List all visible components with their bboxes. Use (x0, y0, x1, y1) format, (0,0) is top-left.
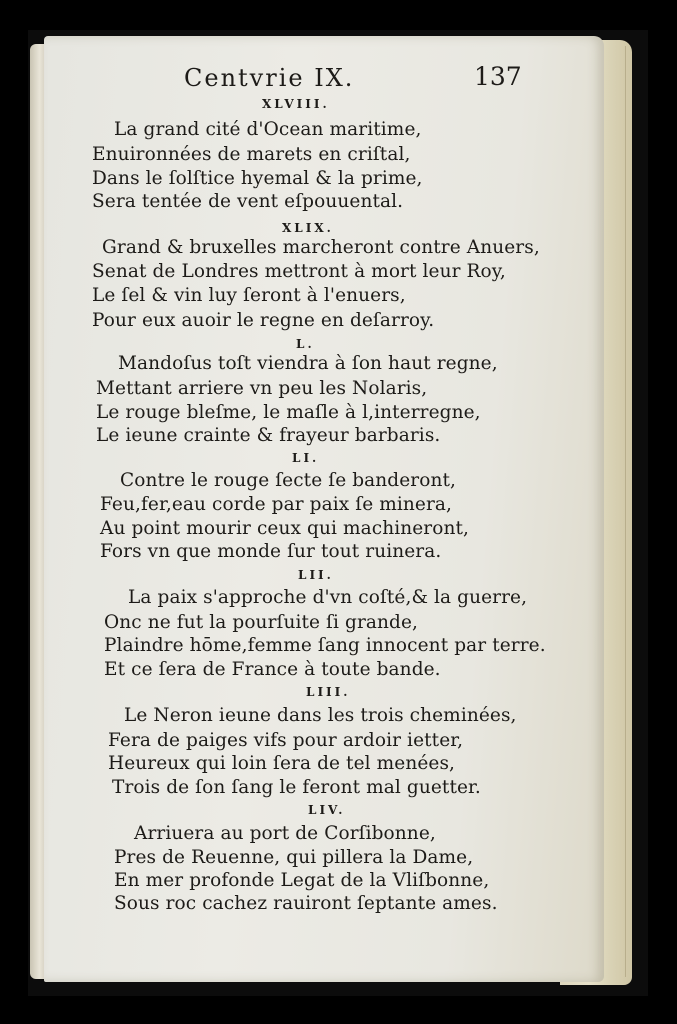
verse-line: Pour eux auoir le regne en deſarroy. (92, 310, 435, 331)
verse-line: Onc ne fut la pourſuite ſi grande, (104, 612, 418, 633)
quatrain-number: XLVIII. (262, 97, 330, 111)
verse-line: En mer profonde Legat de la Vliſbonne, (114, 870, 490, 891)
verse-line: Plaindre hōme,femme ſang innocent par terre. (104, 635, 546, 656)
verse-line: Sous roc cachez rauiront ſeptante ames. (114, 893, 498, 914)
page-header: Centvrie IX. (184, 64, 355, 92)
verse-line: La paix s'approche d'vn coſté,& la guerre, (128, 587, 528, 608)
page-number: 137 (474, 62, 522, 91)
verse-line: Arriuera au port de Corſibonne, (134, 823, 436, 844)
verse-line: Mandoſus toſt viendra à ſon haut regne, (118, 353, 498, 374)
verse-line: Pres de Reuenne, qui pillera la Dame, (114, 847, 474, 868)
verse-line: Fera de paiges vifs pour ardoir ietter, (108, 730, 464, 751)
verse-line: Mettant arriere vn peu les Nolaris, (96, 378, 428, 399)
verse-line: Le rouge bleſme, le maſle à l,interregne, (96, 402, 481, 423)
verse-line: Trois de ſon ſang le feront mal guetter. (112, 777, 481, 798)
quatrain-number: XLIX. (282, 221, 334, 235)
verse-line: Au point mourir ceux qui machineront, (100, 518, 469, 539)
verse-line: Le ſel & vin luy ſeront à l'enuers, (92, 285, 406, 306)
verse-line: Le ieune crainte & frayeur barbaris. (96, 425, 441, 446)
verse-line: Et ce ſera de France à toute bande. (104, 659, 441, 680)
verse-line: Grand & bruxelles marcheront contre Anuers, (102, 237, 540, 258)
verse-line: Sera tentée de vent eſpouuental. (92, 191, 404, 212)
verse-line: Heureux qui loin ſera de tel menées, (108, 753, 456, 774)
verse-line: Enuironnées de marets en criſtal, (92, 144, 411, 165)
verse-line: Fors vn que monde ſur tout ruinera. (100, 541, 442, 562)
quatrain-number: LII. (298, 568, 334, 582)
quatrain-number: L. (296, 337, 315, 351)
verse-line: Contre le rouge ſecte ſe banderont, (120, 470, 457, 491)
verse-line: Feu,fer,eau corde par paix ſe minera, (100, 494, 452, 515)
quatrain-number: LIV. (308, 803, 346, 817)
verse-line: La grand cité d'Ocean maritime, (114, 119, 422, 140)
verse-line: Le Neron ieune dans les trois cheminées, (124, 705, 517, 726)
verse-line: Dans le ſolſtice hyemal & la prime, (92, 168, 423, 189)
quatrain-number: LI. (292, 451, 320, 465)
verse-line: Senat de Londres mettront à mort leur Roy, (92, 261, 506, 282)
quatrain-number: LIII. (306, 685, 351, 699)
